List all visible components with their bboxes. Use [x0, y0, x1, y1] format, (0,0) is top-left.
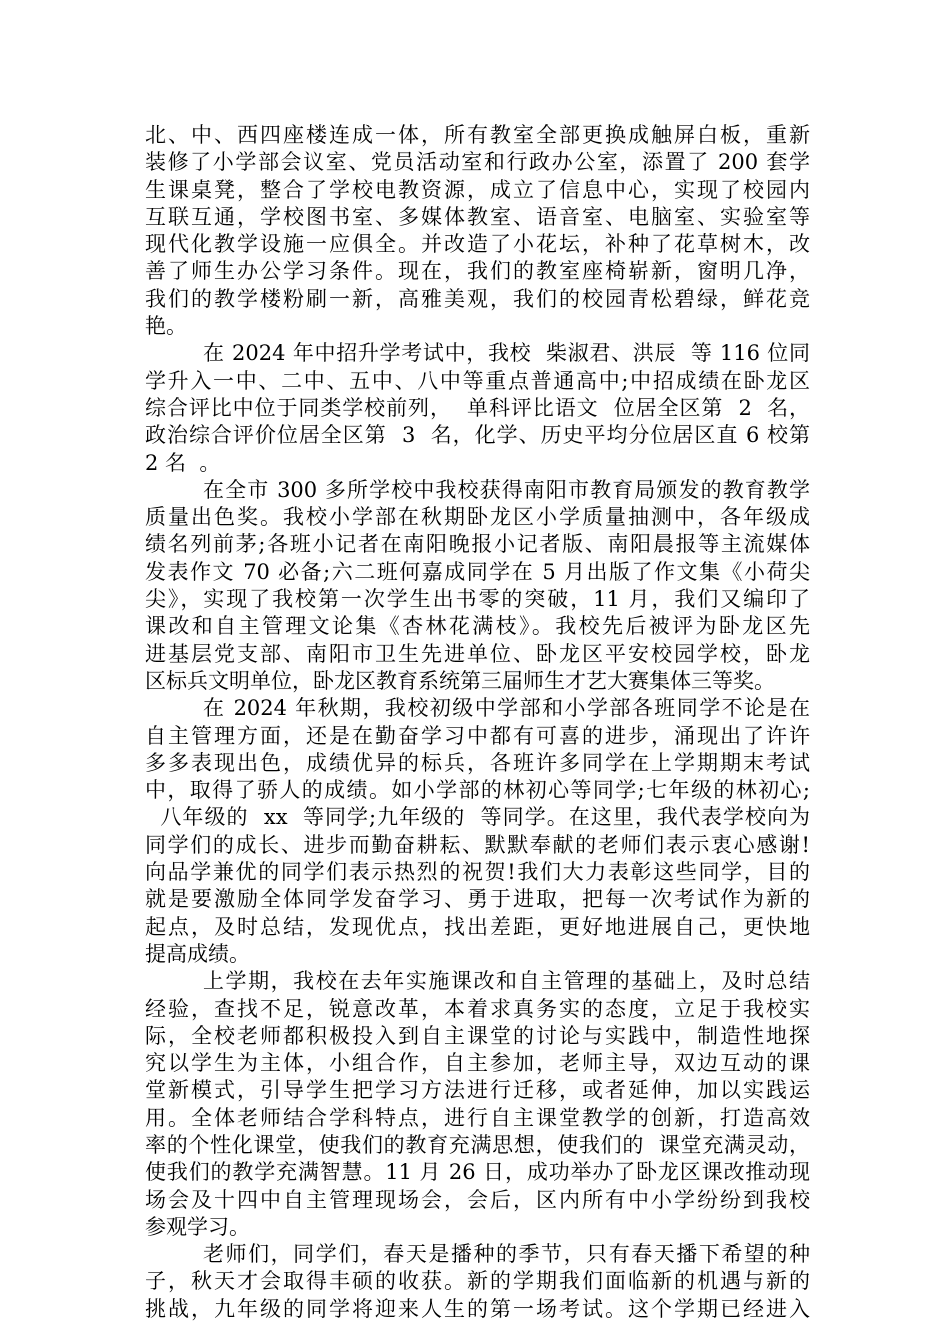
text-line: 我们的教学楼粉刷一新，高雅美观，我们的校园青松碧绿，鲜花竞 [145, 286, 810, 311]
text-line: 互联互通，学校图书室、多媒体教室、语音室、电脑室、实验室等 [145, 204, 810, 229]
text-line: 就是要激励全体同学发奋学习、勇于进取，把每一次考试作为新的 [145, 887, 810, 912]
text-line: 发表作文 70 必备;六二班何嘉成同学在 5 月出版了作文集《小荷尖 [145, 559, 810, 584]
text-line: 起点，及时总结，发现优点，找出差距，更好地进展自己，更快地 [145, 914, 810, 939]
text-line: 装修了小学部会议室、党员活动室和行政办公室，添置了 200 套学 [145, 150, 810, 175]
text-line: 老师们，同学们，春天是播种的季节，只有春天播下希望的种 [203, 1242, 810, 1267]
text-line: 际，全校老师都积极投入到自主课堂的讨论与实践中，制造性地探 [145, 1023, 810, 1048]
text-line: 堂新模式，引导学生把学习方法进行迁移，或者延伸，加以实践运 [145, 1078, 810, 1103]
text-line: 经验，查找不足，锐意改革，本着求真务实的态度，立足于我校实 [145, 996, 810, 1021]
text-line: 质量出色奖。我校小学部在秋期卧龙区小学质量抽测中，各年级成 [145, 505, 810, 530]
text-line: 中，取得了骄人的成绩。如小学部的林初心等同学;七年级的林初心; [145, 778, 810, 803]
paragraph [145, 695, 810, 968]
text-line: 八年级的 xx 等同学;九年级的 等同学。在这里，我代表学校向为 [145, 805, 810, 830]
text-line: 进基层党支部、南阳市卫生先进单位、卧龙区平安校园学校，卧龙 [145, 641, 810, 666]
text-line: 课改和自主管理文论集《杏林花满枝》。我校先后被评为卧龙区先 [145, 614, 810, 639]
text-line: 率的个性化课堂，使我们的教育充满思想，使我们的 课堂充满灵动， [145, 1132, 810, 1157]
text-line: 使我们的教学充满智慧。11 月 26 日，成功举办了卧龙区课改推动现 [145, 1160, 810, 1185]
text-line: 善了师生办公学习条件。现在，我们的教室座椅崭新，窗明几净， [145, 259, 810, 284]
text-line: 综合评比中位于同类学校前列， 单科评比语文 位居全区第 2 名， [145, 395, 810, 420]
text-line: 在 2024 年中招升学考试中，我校 柴淑君、洪辰 等 116 位同 [203, 341, 810, 366]
text-line: 北、中、西四座楼连成一体，所有教室全部更换成触屏白板，重新 [145, 123, 810, 147]
paragraph [145, 477, 810, 695]
text-line: 学升入一中、二中、五中、八中等重点普通高中;中招成绩在卧龙区 [145, 368, 810, 393]
text-line: 政治综合评价位居全区第 3 名，化学、历史平均分位居区直 6 校第 [145, 423, 810, 448]
text-line: 场会及十四中自主管理现场会，会后，区内所有中小学纷纷到我校 [145, 1187, 810, 1212]
text-line: 子，秋天才会取得丰硕的收获。新的学期我们面临新的机遇与新的 [145, 1269, 810, 1294]
paragraph [145, 340, 810, 476]
text-line: 用。全体老师结合学科特点，进行自主课堂教学的创新，打造高效 [145, 1105, 810, 1130]
text-line: 上学期，我校在去年实施课改和自主管理的基础上，及时总结 [203, 969, 810, 994]
text-line: 艳。 [145, 314, 187, 339]
document-body [145, 122, 810, 1323]
text-line: 究以学生为主体，小组合作，自主参加，老师主导，双边互动的课 [145, 1051, 810, 1076]
text-line: 参观学习。 [145, 1214, 250, 1239]
paragraph [145, 1241, 810, 1323]
text-line: 多多表现出色，成绩优异的标兵，各班许多同学在上学期期末考试 [145, 750, 810, 775]
text-line: 尖》，实现了我校第一次学生出书零的突破，11 月，我们又编印了 [145, 587, 810, 612]
text-line: 2 名 。 [145, 450, 221, 475]
text-line: 挑战，九年级的同学将迎来人生的第一场考试。这个学期已经进入 [145, 1296, 810, 1321]
paragraph [145, 122, 810, 340]
text-line: 自主管理方面，还是在勤奋学习中都有可喜的进步，涌现出了许许 [145, 723, 810, 748]
text-line: 向品学兼优的同学们表示热烈的祝贺!我们大力表彰这些同学，目的 [145, 860, 810, 885]
text-line: 绩名列前茅;各班小记者在南阳晚报小记者版、南阳晨报等主流媒体 [145, 532, 810, 557]
text-line: 在 2024 年秋期，我校初级中学部和小学部各班同学不论是在 [203, 696, 810, 721]
text-line: 提高成绩。 [145, 941, 250, 966]
text-line: 现代化教学设施一应俱全。并改造了小花坛，补种了花草树木，改 [145, 232, 810, 257]
text-line: 生课桌凳，整合了学校电教资源，成立了信息中心，实现了校园内 [145, 177, 810, 202]
text-line: 同学们的成长、进步而勤奋耕耘、默默奉献的老师们表示衷心感谢! [145, 832, 810, 857]
paragraph [145, 968, 810, 1241]
text-line: 在全市 300 多所学校中我校获得南阳市教育局颁发的教育教学 [203, 477, 810, 502]
text-line: 区标兵文明单位，卧龙区教育系统第三届师生才艺大赛集体三等奖。 [145, 668, 775, 693]
